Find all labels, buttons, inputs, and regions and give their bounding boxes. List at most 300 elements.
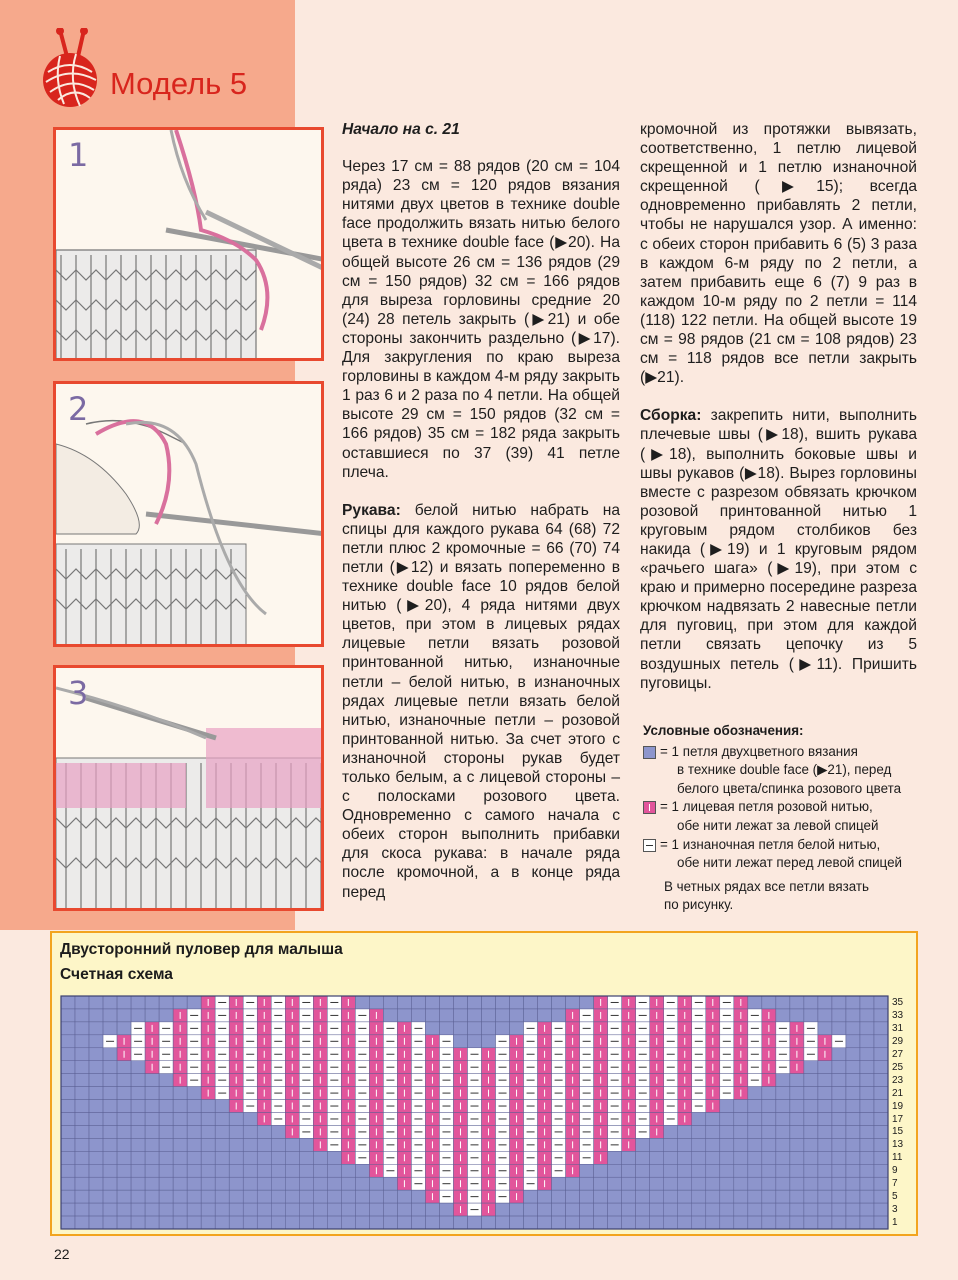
chart-cell-blue — [580, 1164, 594, 1177]
chart-cell-blue — [75, 1138, 89, 1151]
chart-cell-blue — [159, 1164, 173, 1177]
chart-cell-blue — [145, 1190, 159, 1203]
chart-cell-blue — [664, 1138, 678, 1151]
row-label: 7 — [892, 1178, 898, 1190]
chart-cell-blue — [75, 1022, 89, 1035]
page-number: 22 — [54, 1246, 70, 1262]
chart-cell-blue — [678, 1203, 692, 1216]
chart-cell-blue — [846, 1190, 860, 1203]
row-label: 3 — [892, 1204, 898, 1216]
chart-cell-blue — [75, 1048, 89, 1061]
chart-cell-blue — [846, 1100, 860, 1113]
chart-cell-blue — [776, 1009, 790, 1022]
chart-cell-blue — [75, 1164, 89, 1177]
chart-cell-blue — [355, 996, 369, 1009]
chart-cell-blue — [89, 1151, 103, 1164]
text-column-2 — [640, 120, 917, 693]
chart-cell-blue — [103, 1216, 117, 1229]
chart-cell-blue — [860, 1177, 874, 1190]
chart-cell-blue — [89, 1061, 103, 1074]
chart-cell-blue — [117, 1113, 131, 1126]
chart-cell-blue — [257, 1203, 271, 1216]
chart-cell-blue — [453, 1009, 467, 1022]
chart-cell-blue — [89, 1125, 103, 1138]
chart-cell-blue — [397, 1009, 411, 1022]
chart-cell-blue — [61, 1035, 75, 1048]
chart-cell-blue — [524, 1190, 538, 1203]
chart-cell-blue — [678, 1216, 692, 1229]
chart-cell-blue — [790, 1113, 804, 1126]
chart-cell-blue — [159, 1177, 173, 1190]
chart-cell-blue — [524, 996, 538, 1009]
chart-cell-blue — [75, 1087, 89, 1100]
intro-heading: Начало на с. 21 — [342, 121, 460, 138]
paragraph-body-front: Через 17 см = 88 рядов (20 см = 104 ряда) 23 см = 120 рядов вязания нитями двух цветов в технике double face продолжить вязать нитью белого цвета в технике double face (▶20). На общей высоте 26 см = 136 рядов (29 см = 150 рядов) 32 см = 166 рядов для выреза горловины средние 20 (24) 28 петель закрыть (▶21) и обе стороны закончить раздельно (▶17). Для закругления по краю выреза горловины в каждом 4-м ряду закрыть 1 раз 6 и 2 раза по 4 петли. На общей высоте 29 см = 150 рядов (32 см = 166 рядов) 35 см = 182 ряда закрыть оставшиеся по 37 (39) 41 петле плеча. — [342, 158, 620, 481]
chart-cell-blue — [271, 1125, 285, 1138]
chart-cell-blue — [103, 1074, 117, 1087]
chart-cell-blue — [243, 1164, 257, 1177]
row-label: 29 — [892, 1035, 904, 1047]
chart-cell-blue — [748, 1151, 762, 1164]
chart-cell-blue — [748, 1100, 762, 1113]
chart-cell-blue — [341, 1203, 355, 1216]
chart-cell-blue — [538, 1216, 552, 1229]
chart-cell-blue — [75, 1009, 89, 1022]
chart-cell-blue — [369, 1177, 383, 1190]
chart-cell-blue — [201, 1203, 215, 1216]
chart-cell-blue — [159, 1216, 173, 1229]
chart-cell-blue — [61, 1074, 75, 1087]
chart-cell-blue — [257, 1216, 271, 1229]
chart-cell-blue — [860, 1216, 874, 1229]
chart-cell-blue — [257, 1151, 271, 1164]
chart-cell-blue — [271, 1177, 285, 1190]
chart-cell-blue — [103, 1022, 117, 1035]
chart-cell-blue — [874, 1035, 888, 1048]
chart-cell-blue — [790, 1138, 804, 1151]
chart-cell-blue — [664, 1164, 678, 1177]
white-purl-swatch-icon — [643, 839, 656, 852]
chart-cell-blue — [257, 1190, 271, 1203]
chart-cell-blue — [425, 1022, 439, 1035]
chart-cell-blue — [159, 1009, 173, 1022]
chart-cell-blue — [776, 1216, 790, 1229]
chart-cell-blue — [510, 1203, 524, 1216]
chart-cell-blue — [818, 1190, 832, 1203]
paragraph-assembly — [640, 406, 917, 692]
chart-cell-blue — [257, 1125, 271, 1138]
chart-cell-blue — [131, 996, 145, 1009]
chart-cell-blue — [538, 1009, 552, 1022]
chart-cell-blue — [117, 1009, 131, 1022]
chart-cell-blue — [173, 1190, 187, 1203]
chart-cell-blue — [622, 1190, 636, 1203]
chart-cell-blue — [636, 1164, 650, 1177]
row-label: 1 — [892, 1217, 898, 1229]
photo-number-1: 1 — [68, 136, 89, 174]
chart-cell-blue — [552, 1009, 566, 1022]
chart-cell-blue — [636, 1203, 650, 1216]
chart-cell-blue — [846, 1216, 860, 1229]
chart-cell-blue — [131, 1100, 145, 1113]
chart-cell-blue — [776, 1100, 790, 1113]
chart-cell-blue — [61, 1100, 75, 1113]
chart-cell-blue — [103, 1048, 117, 1061]
chart-cell-blue — [285, 1203, 299, 1216]
chart-cell-blue — [804, 1087, 818, 1100]
row-label: 31 — [892, 1022, 904, 1034]
chart-cell-blue — [832, 1177, 846, 1190]
chart-cell-blue — [313, 1151, 327, 1164]
chart-cell-blue — [706, 1164, 720, 1177]
chart-cell-blue — [89, 1048, 103, 1061]
row-label: 15 — [892, 1126, 904, 1138]
chart-cell-blue — [790, 1216, 804, 1229]
chart-cell-blue — [145, 1151, 159, 1164]
chart-cell-blue — [510, 996, 524, 1009]
chart-cell-blue — [439, 1203, 453, 1216]
chart-cell-blue — [201, 1216, 215, 1229]
chart-cell-blue — [720, 1177, 734, 1190]
chart-cell-blue — [117, 1061, 131, 1074]
chart-cell-blue — [580, 1177, 594, 1190]
chart-cell-blue — [832, 1125, 846, 1138]
chart-cell-blue — [692, 1113, 706, 1126]
chart-cell-blue — [327, 1164, 341, 1177]
chart-cell-blue — [355, 1216, 369, 1229]
chart-cell-blue — [103, 1138, 117, 1151]
chart-cell-blue — [313, 1216, 327, 1229]
chart-cell-blue — [411, 1009, 425, 1022]
chart-cell-blue — [201, 1151, 215, 1164]
chart-cell-blue — [299, 1177, 313, 1190]
chart-cell-blue — [453, 1022, 467, 1035]
chart-cell-blue — [173, 1125, 187, 1138]
chart-cell-blue — [89, 1087, 103, 1100]
chart-cell-blue — [566, 1190, 580, 1203]
chart-cell-blue — [496, 1009, 510, 1022]
chart-cell-blue — [103, 1203, 117, 1216]
chart-cell-blue — [706, 1138, 720, 1151]
chart-cell-blue — [818, 1100, 832, 1113]
chart-cell-blue — [229, 1125, 243, 1138]
chart-cell-blue — [524, 1216, 538, 1229]
chart-cell-blue — [145, 1164, 159, 1177]
chart-cell-blue — [61, 1190, 75, 1203]
chart-cell-blue — [874, 1048, 888, 1061]
chart-cell-blue — [215, 1190, 229, 1203]
chart-cell-blue — [453, 1035, 467, 1048]
chart-cell-blue — [271, 1203, 285, 1216]
chart-cell-blue — [299, 1190, 313, 1203]
chart-cell-blue — [131, 1190, 145, 1203]
chart-cell-blue — [383, 996, 397, 1009]
chart-cell-blue — [131, 1125, 145, 1138]
chart-cell-blue — [762, 1100, 776, 1113]
chart-cell-blue — [496, 1022, 510, 1035]
chart-cell-blue — [145, 1100, 159, 1113]
chart-cell-blue — [706, 1113, 720, 1126]
chart-cell-blue — [355, 1203, 369, 1216]
chart-cell-blue — [482, 1216, 496, 1229]
chart-cell-blue — [117, 1216, 131, 1229]
chart-cell-blue — [762, 1190, 776, 1203]
chart-cell-blue — [874, 1087, 888, 1100]
chart-cell-blue — [552, 1177, 566, 1190]
knitting-photo-3 — [53, 665, 324, 911]
chart-cell-blue — [229, 1177, 243, 1190]
chart-cell-blue — [804, 1203, 818, 1216]
chart-cell-blue — [538, 1190, 552, 1203]
chart-cell-blue — [103, 1087, 117, 1100]
chart-cell-blue — [271, 1164, 285, 1177]
chart-cell-blue — [622, 1216, 636, 1229]
chart-cell-blue — [776, 1125, 790, 1138]
chart-cell-blue — [860, 1125, 874, 1138]
chart-cell-blue — [187, 1177, 201, 1190]
chart-cell-blue — [131, 1061, 145, 1074]
chart-cell-blue — [552, 1190, 566, 1203]
chart-cell-blue — [734, 1125, 748, 1138]
chart-cell-blue — [467, 1022, 481, 1035]
chart-cell-blue — [187, 1164, 201, 1177]
chart-cell-blue — [159, 1100, 173, 1113]
chart-cell-blue — [355, 1177, 369, 1190]
chart-cell-blue — [706, 1190, 720, 1203]
chart-cell-blue — [804, 1009, 818, 1022]
chart-cell-blue — [327, 1203, 341, 1216]
chart-cell-blue — [622, 1177, 636, 1190]
chart-cell-blue — [790, 996, 804, 1009]
chart-cell-blue — [75, 1216, 89, 1229]
chart-cell-blue — [89, 1100, 103, 1113]
chart-cell-blue — [622, 1151, 636, 1164]
chart-cell-blue — [201, 1125, 215, 1138]
chart-cell-blue — [369, 1216, 383, 1229]
chart-cell-blue — [650, 1190, 664, 1203]
chart-cell-blue — [566, 1216, 580, 1229]
chart-cell-blue — [832, 1061, 846, 1074]
chart-cell-blue — [131, 1164, 145, 1177]
chart-cell-blue — [89, 1035, 103, 1048]
chart-cell-blue — [145, 996, 159, 1009]
chart-cell-blue — [89, 1074, 103, 1087]
chart-cell-blue — [117, 1125, 131, 1138]
chart-cell-blue — [846, 1203, 860, 1216]
chart-cell-blue — [187, 1125, 201, 1138]
chart-cell-blue — [131, 1113, 145, 1126]
chart-cell-blue — [201, 1177, 215, 1190]
chart-cell-blue — [61, 996, 75, 1009]
chart-cell-blue — [117, 1203, 131, 1216]
chart-cell-blue — [89, 1138, 103, 1151]
chart-cell-blue — [187, 1113, 201, 1126]
chart-cell-blue — [117, 996, 131, 1009]
chart-cell-blue — [748, 1203, 762, 1216]
chart-cell-blue — [117, 1164, 131, 1177]
chart-cell-blue — [860, 1074, 874, 1087]
chart-cell-blue — [173, 1164, 187, 1177]
chart-cell-blue — [145, 1009, 159, 1022]
chart-cell-blue — [103, 1190, 117, 1203]
chart-cell-blue — [75, 1151, 89, 1164]
chart-cell-blue — [369, 1190, 383, 1203]
chart-cell-blue — [243, 1216, 257, 1229]
chart-cell-blue — [664, 1203, 678, 1216]
chart-cell-blue — [215, 1177, 229, 1190]
chart-cell-blue — [187, 1190, 201, 1203]
chart-cell-blue — [145, 1216, 159, 1229]
chart-cell-blue — [341, 1190, 355, 1203]
model-title: Модель 5 — [110, 66, 248, 101]
chart-cell-blue — [776, 1164, 790, 1177]
chart-cell-blue — [159, 1074, 173, 1087]
chart-cell-blue — [860, 1100, 874, 1113]
chart-cell-blue — [818, 1138, 832, 1151]
chart-cell-blue — [524, 1009, 538, 1022]
chart-cell-blue — [341, 1177, 355, 1190]
chart-cell-blue — [61, 1009, 75, 1022]
chart-cell-blue — [89, 1177, 103, 1190]
chart-cell-blue — [664, 1216, 678, 1229]
chart-cell-blue — [215, 1164, 229, 1177]
chart-cell-blue — [622, 1164, 636, 1177]
chart-cell-blue — [229, 1216, 243, 1229]
chart-cell-blue — [397, 996, 411, 1009]
chart-cell-blue — [776, 1113, 790, 1126]
chart-cell-blue — [860, 1035, 874, 1048]
chart-cell-blue — [874, 1164, 888, 1177]
chart-cell-blue — [846, 1061, 860, 1074]
chart-cell-blue — [636, 1216, 650, 1229]
chart-cell-blue — [860, 1203, 874, 1216]
chart-cell-blue — [748, 1190, 762, 1203]
chart-cell-blue — [117, 1074, 131, 1087]
chart-cell-blue — [173, 996, 187, 1009]
chart-cell-blue — [874, 1125, 888, 1138]
chart-cell-blue — [790, 1074, 804, 1087]
chart-cell-blue — [762, 1216, 776, 1229]
chart-cell-blue — [482, 1035, 496, 1048]
legend-title: Условные обозначения: — [643, 723, 804, 738]
row-label: 9 — [892, 1165, 898, 1177]
chart-cell-blue — [874, 1022, 888, 1035]
chart-cell-blue — [650, 1151, 664, 1164]
chart-cell-blue — [678, 1138, 692, 1151]
chart-cell-blue — [159, 1113, 173, 1126]
chart-cell-blue — [103, 1151, 117, 1164]
chart-cell-blue — [131, 1138, 145, 1151]
chart-cell-blue — [818, 1177, 832, 1190]
chart-cell-blue — [636, 1138, 650, 1151]
chart-cell-blue — [496, 1216, 510, 1229]
chart-cell-blue — [103, 1125, 117, 1138]
chart-cell-blue — [75, 1203, 89, 1216]
chart-cell-blue — [173, 1151, 187, 1164]
chart-cell-blue — [678, 1164, 692, 1177]
chart-cell-blue — [482, 996, 496, 1009]
chart-cell-blue — [804, 1113, 818, 1126]
chart-cell-blue — [75, 1074, 89, 1087]
chart-cell-blue — [173, 1087, 187, 1100]
chart-cell-blue — [832, 1113, 846, 1126]
chart-cell-blue — [790, 1151, 804, 1164]
chart-cell-blue — [874, 1061, 888, 1074]
chart-cell-blue — [706, 1125, 720, 1138]
chart-cell-blue — [173, 1216, 187, 1229]
chart-cell-blue — [580, 1203, 594, 1216]
row-label: 5 — [892, 1191, 898, 1203]
chart-cell-blue — [608, 1177, 622, 1190]
chart-cell-blue — [860, 1009, 874, 1022]
chart-cell-blue — [818, 1125, 832, 1138]
chart-cell-blue — [720, 1100, 734, 1113]
chart-cell-blue — [692, 1125, 706, 1138]
chart-cell-blue — [608, 1216, 622, 1229]
chart-cell-blue — [75, 1100, 89, 1113]
chart-cell-blue — [678, 1151, 692, 1164]
chart-cell-blue — [510, 1009, 524, 1022]
chart-cell-blue — [145, 1177, 159, 1190]
chart-cell-blue — [720, 1113, 734, 1126]
chart-cell-blue — [762, 1138, 776, 1151]
chart-cell-blue — [860, 1113, 874, 1126]
chart-cell-blue — [145, 1203, 159, 1216]
chart-cell-blue — [594, 1190, 608, 1203]
chart-cell-blue — [75, 1177, 89, 1190]
photo-number-2: 2 — [68, 390, 89, 428]
chart-cell-blue — [341, 1216, 355, 1229]
chart-cell-blue — [706, 1203, 720, 1216]
chart-cell-blue — [61, 1177, 75, 1190]
chart-cell-blue — [299, 1216, 313, 1229]
chart-cell-blue — [622, 1203, 636, 1216]
chart-cell-blue — [159, 1190, 173, 1203]
chart-cell-blue — [75, 1113, 89, 1126]
chart-cell-blue — [201, 1100, 215, 1113]
chart-cell-blue — [397, 1190, 411, 1203]
chart-cell-blue — [846, 1087, 860, 1100]
chart-cell-blue — [201, 1190, 215, 1203]
chart-cell-blue — [271, 1216, 285, 1229]
chart-cell-blue — [818, 996, 832, 1009]
chart-cell-blue — [790, 1087, 804, 1100]
chart-cell-blue — [874, 1138, 888, 1151]
chart-cell-blue — [131, 1009, 145, 1022]
chart-cell-blue — [832, 1190, 846, 1203]
chart-cell-blue — [566, 1203, 580, 1216]
chart-cell-blue — [846, 1009, 860, 1022]
chart-cell-blue — [243, 1203, 257, 1216]
text-column-1 — [342, 120, 620, 902]
chart-cell-blue — [89, 1009, 103, 1022]
chart-grid — [52, 933, 920, 1238]
chart-cell-blue — [439, 996, 453, 1009]
chart-cell-blue — [818, 1074, 832, 1087]
chart-cell-blue — [608, 1151, 622, 1164]
chart-cell-blue — [117, 1100, 131, 1113]
row-label: 35 — [892, 997, 904, 1008]
chart-cell-blue — [61, 1164, 75, 1177]
chart-cell-blue — [846, 1138, 860, 1151]
chart-cell-blue — [103, 1061, 117, 1074]
chart-cell-blue — [832, 1074, 846, 1087]
chart-cell-blue — [846, 996, 860, 1009]
chart-cell-blue — [860, 1087, 874, 1100]
knitting-photo-1 — [53, 127, 324, 361]
chart-cell-blue — [243, 1177, 257, 1190]
chart-cell-blue — [846, 1151, 860, 1164]
